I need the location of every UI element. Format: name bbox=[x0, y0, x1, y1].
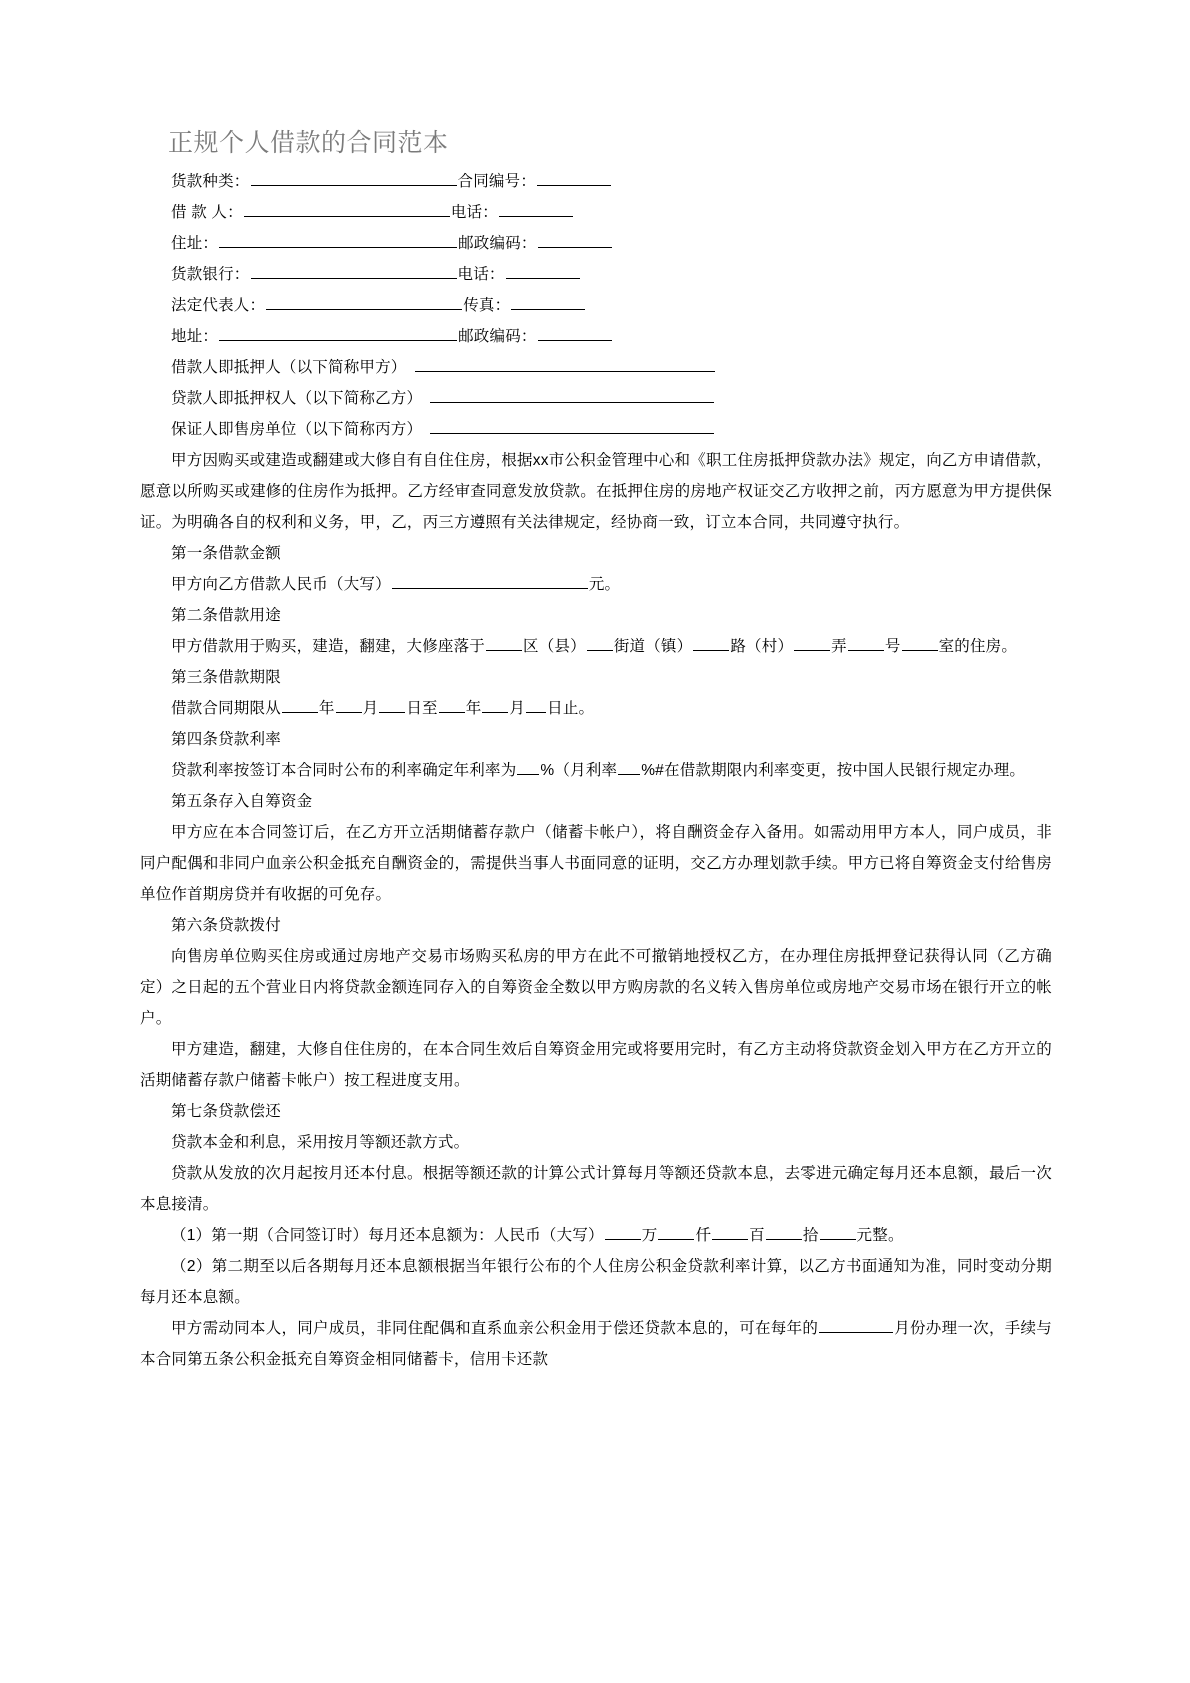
article-3-seg3: 日至 bbox=[406, 700, 438, 717]
party-row-yifang bbox=[140, 383, 1052, 414]
blank-annual-rate[interactable] bbox=[517, 759, 539, 775]
blank-bank-postcode[interactable] bbox=[538, 325, 612, 341]
form-field-row bbox=[140, 228, 1052, 259]
blank-monthly-rate[interactable] bbox=[618, 759, 640, 775]
item-1-prefix: （1）第一期（合同签订时）每月还本息额为：人民币（大写） bbox=[171, 1227, 604, 1244]
field-label-address: 住址： bbox=[171, 235, 219, 252]
field-label-bank-phone: 电话： bbox=[457, 266, 505, 283]
final-prefix: 甲方需动同本人，同户成员，非同住配偶和直系血亲公积金用于偿还贷款本息的，可在每年的 bbox=[171, 1320, 819, 1337]
field-label-fax: 传真： bbox=[463, 297, 511, 314]
form-fields-block bbox=[140, 166, 1052, 352]
blank-bank-address[interactable] bbox=[219, 325, 457, 341]
article-body-6b: 甲方建造，翻建，大修自住住房的，在本合同生效后自筹资金用完或将要用完时，有乙方主动将贷款资金划入甲方在乙方开立的活期储蓄存款户储蓄卡帐户）按工程进度支用。 bbox=[140, 1041, 1052, 1089]
article-heading-3: 第三条借款期限 bbox=[171, 669, 281, 686]
blank-start-month[interactable] bbox=[336, 697, 362, 713]
blank-loan-type[interactable] bbox=[251, 170, 457, 186]
article-3-seg2: 月 bbox=[362, 700, 379, 717]
article-heading-2: 第二条借款用途 bbox=[171, 607, 281, 624]
blank-qian[interactable] bbox=[658, 1224, 694, 1240]
article-2-prefix: 甲方借款用于购买，建造，翻建，大修座落于 bbox=[171, 638, 486, 655]
article-1-prefix: 甲方向乙方借款人民币（大写） bbox=[171, 576, 391, 593]
article-4-seg2: %#在借款期限内利率变更，按中国人民银行规定办理。 bbox=[641, 762, 1026, 779]
blank-end-year[interactable] bbox=[439, 697, 465, 713]
blank-district[interactable] bbox=[486, 635, 522, 651]
field-label-postcode: 邮政编码： bbox=[458, 235, 537, 252]
article-2-seg4: 弄 bbox=[831, 638, 847, 655]
article-body-1 bbox=[140, 569, 1052, 600]
blank-party-jiafang[interactable] bbox=[415, 356, 715, 372]
blank-party-yifang[interactable] bbox=[430, 387, 714, 403]
article-7-item-2: （2）第二期至以后各期每月还本息额根据当年银行公布的个人住房公积金贷款利率计算，以乙方书面通知为准，同时变动分期每月还本息额。 bbox=[140, 1258, 1052, 1306]
blank-street[interactable] bbox=[587, 635, 613, 651]
form-field-row bbox=[140, 321, 1052, 352]
preamble-paragraph: 甲方因购买或建造或翻建或大修自有自住住房，根据xx市公积金管理中心和《职工住房抵押贷款办法》规定，向乙方申请借款，愿意以所购买或建修的住房作为抵押。乙方经审查同意发放贷款。在抵押住房的房地产权证交乙方收押之前，丙方愿意为甲方提供保证。为明确各自的权利和义务，甲，乙，丙三方遵照有关法律规定，经协商一致，订立本合同，共同遵守执行。 bbox=[140, 452, 1052, 531]
blank-fax[interactable] bbox=[511, 294, 585, 310]
article-heading-4: 第四条贷款利率 bbox=[171, 731, 281, 748]
article-3-seg5: 月 bbox=[509, 700, 526, 717]
blank-phone[interactable] bbox=[499, 201, 573, 217]
article-2-seg5: 号 bbox=[884, 638, 901, 655]
document-content bbox=[140, 126, 1052, 1375]
article-4-prefix: 贷款利率按签订本合同时公布的利率确定年利率为 bbox=[171, 762, 517, 779]
form-field-row bbox=[140, 197, 1052, 228]
blank-borrower[interactable] bbox=[244, 201, 450, 217]
party-label-bingfang: 保证人即售房单位（以下简称丙方） bbox=[171, 421, 423, 438]
party-label-yifang: 贷款人即抵押权人（以下简称乙方） bbox=[171, 390, 423, 407]
blank-party-bingfang[interactable] bbox=[430, 418, 714, 434]
field-label-contract-no: 合同编号： bbox=[457, 173, 537, 190]
blank-number[interactable] bbox=[848, 635, 884, 651]
article-2-seg1: 区（县） bbox=[523, 638, 586, 655]
field-label-phone: 电话： bbox=[450, 204, 498, 221]
blank-lane[interactable] bbox=[794, 635, 830, 651]
article-body-3 bbox=[140, 693, 1052, 724]
article-2-seg6: 室 bbox=[938, 638, 955, 655]
article-2-seg3: 路（村） bbox=[730, 638, 794, 655]
form-field-row bbox=[140, 259, 1052, 290]
blank-room[interactable] bbox=[902, 635, 938, 651]
item-1-s3: 百 bbox=[749, 1227, 765, 1244]
article-2-suffix: 的住房。 bbox=[954, 638, 1018, 655]
item-1-s4: 拾 bbox=[802, 1227, 819, 1244]
blank-start-day[interactable] bbox=[379, 697, 405, 713]
article-body-7b: 贷款从发放的次月起按月还本付息。根据等额还款的计算公式计算每月等额还贷款本息，去零进元确定每月还本息额，最后一次本息接清。 bbox=[140, 1165, 1052, 1213]
parties-block bbox=[140, 352, 1052, 445]
blank-contract-no[interactable] bbox=[537, 170, 611, 186]
field-label-legal-rep: 法定代表人： bbox=[171, 297, 266, 314]
field-label-bank-address: 地址： bbox=[171, 328, 219, 345]
article-7-final bbox=[140, 1313, 1052, 1375]
blank-start-year[interactable] bbox=[282, 697, 318, 713]
field-label-bank-postcode: 邮政编码： bbox=[458, 328, 537, 345]
page-title: 正规个人借款的合同范本 bbox=[168, 129, 449, 157]
article-body-6: 向售房单位购买住房或通过房地产交易市场购买私房的甲方在此不可撤销地授权乙方，在办理住房抵押登记获得认同（乙方确定）之日起的五个营业日内将贷款金额连同存入的自筹资金全数以甲方购房款的名义转入售房单位或房地产交易市场在银行开立的帐户。 bbox=[140, 948, 1052, 1027]
field-label-borrower: 借 款 人： bbox=[171, 204, 243, 221]
blank-wan[interactable] bbox=[605, 1224, 641, 1240]
article-4-seg1: %（月利率 bbox=[540, 762, 618, 779]
article-heading-1: 第一条借款金额 bbox=[171, 545, 281, 562]
field-label-loan-type: 货款种类： bbox=[171, 173, 250, 190]
article-3-prefix: 借款合同期限从 bbox=[171, 700, 281, 717]
party-row-jiafang bbox=[140, 352, 1052, 383]
blank-shi[interactable] bbox=[766, 1224, 802, 1240]
blank-end-day[interactable] bbox=[526, 697, 546, 713]
blank-legal-rep[interactable] bbox=[266, 294, 462, 310]
item-1-s1: 万 bbox=[641, 1227, 658, 1244]
final-suffix: 月份办理一次，手续与本合同第五条公积金抵充自筹资金相同储蓄卡，信用卡还款 bbox=[140, 1320, 1052, 1368]
blank-address[interactable] bbox=[219, 232, 457, 248]
form-field-row bbox=[140, 290, 1052, 321]
item-1-s2: 仟 bbox=[695, 1227, 712, 1244]
item-1-s5: 元整。 bbox=[856, 1227, 904, 1244]
party-row-bingfang bbox=[140, 414, 1052, 445]
article-body-2 bbox=[140, 631, 1052, 662]
article-body-5: 甲方应在本合同签订后，在乙方开立活期储蓄存款户（储蓄卡帐户），将自酬资金存入备用。如需动用甲方本人，同户成员，非同户配偶和非同户血亲公积金抵充自酬资金的，需提供当事人书面同意的证明，交乙方办理划款手续。甲方已将自筹资金支付给售房单位作首期房贷并有收据的可免存。 bbox=[140, 824, 1052, 903]
blank-bank-phone[interactable] bbox=[506, 263, 580, 279]
blank-end-month[interactable] bbox=[482, 697, 508, 713]
blank-yuan[interactable] bbox=[820, 1224, 856, 1240]
article-3-seg1: 年 bbox=[318, 700, 335, 717]
article-heading-6: 第六条贷款拨付 bbox=[171, 917, 281, 934]
field-label-lending-bank: 货款银行： bbox=[171, 266, 250, 283]
blank-lending-bank[interactable] bbox=[251, 263, 457, 279]
blank-postcode[interactable] bbox=[538, 232, 612, 248]
article-body-4 bbox=[140, 755, 1052, 786]
blank-loan-amount[interactable] bbox=[392, 573, 588, 589]
article-heading-5: 第五条存入自筹资金 bbox=[171, 793, 313, 810]
form-field-row bbox=[140, 166, 1052, 197]
article-1-suffix: 元。 bbox=[588, 576, 621, 593]
article-3-seg4: 年 bbox=[465, 700, 482, 717]
article-body-7: 贷款本金和利息，采用按月等额还款方式。 bbox=[171, 1134, 470, 1151]
blank-repay-month[interactable] bbox=[819, 1317, 893, 1333]
blank-bai[interactable] bbox=[712, 1224, 748, 1240]
article-3-seg6: 日止。 bbox=[547, 700, 595, 717]
blank-road[interactable] bbox=[693, 635, 729, 651]
article-heading-7: 第七条贷款偿还 bbox=[171, 1103, 281, 1120]
party-label-jiafang: 借款人即抵押人（以下简称甲方） bbox=[171, 359, 407, 376]
article-7-item-1 bbox=[140, 1220, 1052, 1251]
article-2-seg2: 街道（镇） bbox=[613, 638, 693, 655]
